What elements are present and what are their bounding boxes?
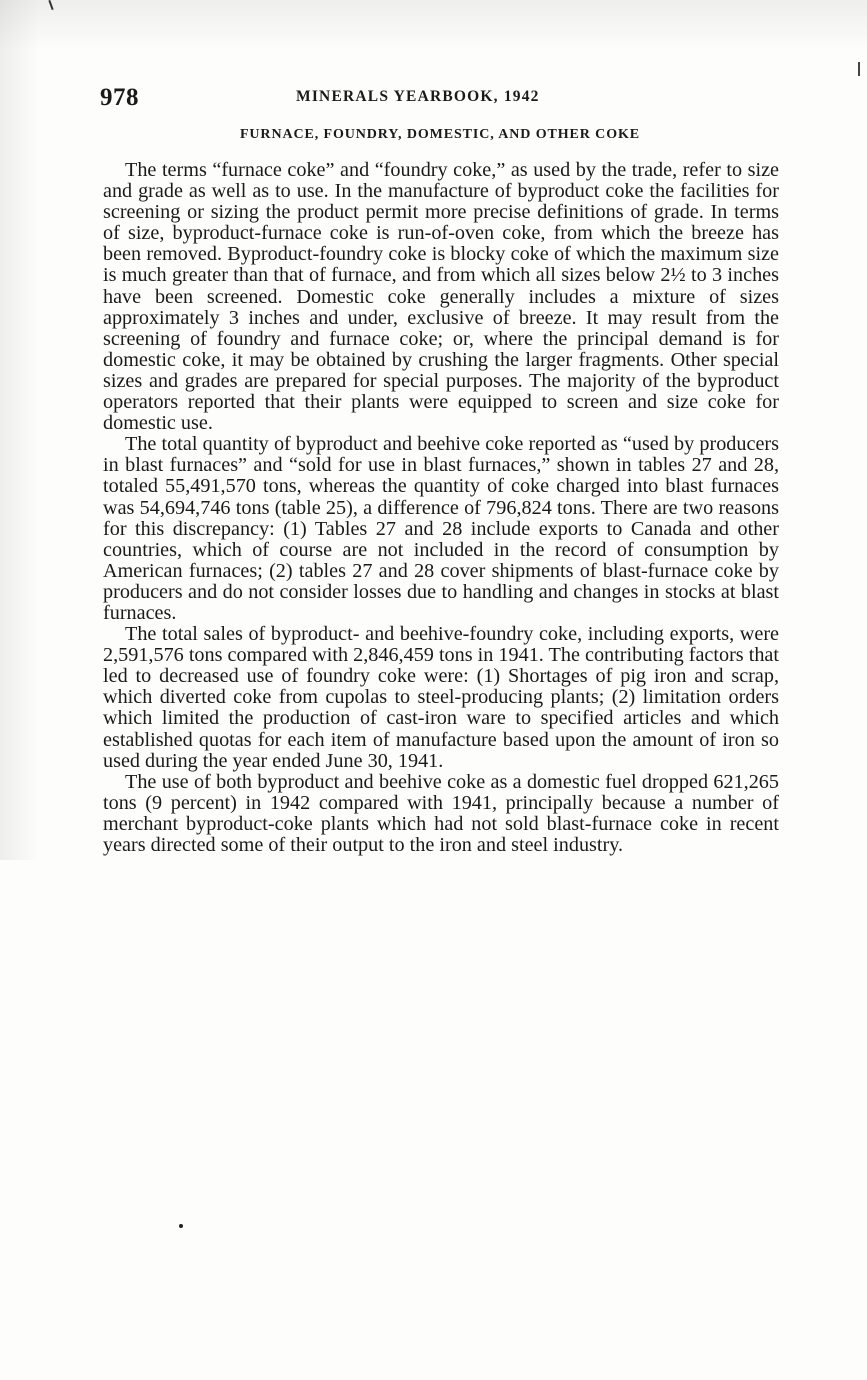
scan-artifact-mark [858, 62, 860, 76]
body-text [103, 160, 779, 856]
section-heading: FURNACE, FOUNDRY, DOMESTIC, AND OTHER COKE [239, 127, 641, 142]
scan-shadow-left [0, 0, 40, 860]
page-number: 978 [100, 84, 139, 111]
paragraph: The total sales of byproduct- and beehive-foundry coke, including exports, were 2,591,576 tons compared with 2,846,459 tons in 1941. The contributing factors that led to decreased use of foundry coke were: (1) Shortages of pig iron and scrap, which diverted coke from cupolas to steel-producing plants; (2) limitation orders which limited the production of cast-iron ware to specified articles and which established quotas for each item of manufacture based upon the amount of iron so used during the year ended June 30, 1941. [103, 623, 779, 772]
running-head [100, 84, 780, 114]
scan-shadow-top [0, 0, 867, 50]
paragraph: The use of both byproduct and beehive coke as a domestic fuel dropped 621,265 tons (9 percent) in 1942 compared with 1941, principally because a number of merchant byproduct-coke plants which had not sold blast-furnace coke in recent years directed some of their output to the iron and steel industry. [103, 770, 779, 856]
paragraph: The terms “furnace coke” and “foundry coke,” as used by the trade, refer to size and grade as well as to use. In the manufacture of byproduct coke the facilities for screening or sizing the product permit more precise definitions of grade. In terms of size, byproduct-furnace coke is run-of-oven coke, from which the breeze has been removed. Byproduct-foundry coke is blocky coke of which the maximum size is much greater than that of furnace, and from which all sizes below 2½ to 3 inches have been screened. Domestic coke generally includes a mixture of sizes approximately 3 inches and under, exclusive of breeze. It may result from the screening of foundry and furnace coke; or, where the principal demand is for domestic coke, it may be obtained by crushing the larger fragments. Other special sizes and grades are prepared for special purposes. The majority of the byproduct operators reported that their plants were equipped to screen and size coke for domestic use. [103, 159, 779, 435]
scan-artifact-dot [179, 1224, 183, 1228]
running-title: MINERALS YEARBOOK, 1942 [296, 88, 540, 105]
paragraph: The total quantity of byproduct and beehive coke reported as “used by producers in blast furnaces” and “sold for use in blast furnaces,” shown in tables 27 and 28, totaled 55,491,570 tons, whereas the quantity of coke charged into blast furnaces was 54,694,746 tons (table 25), a difference of 796,824 tons. There are two reasons for this discrepancy: (1) Tables 27 and 28 include exports to Canada and other countries, which of course are not included in the record of consumption by American furnaces; (2) tables 27 and 28 cover shipments of blast-furnace coke by producers and do not consider losses due to handling and changes in stocks at blast furnaces. [103, 433, 779, 624]
